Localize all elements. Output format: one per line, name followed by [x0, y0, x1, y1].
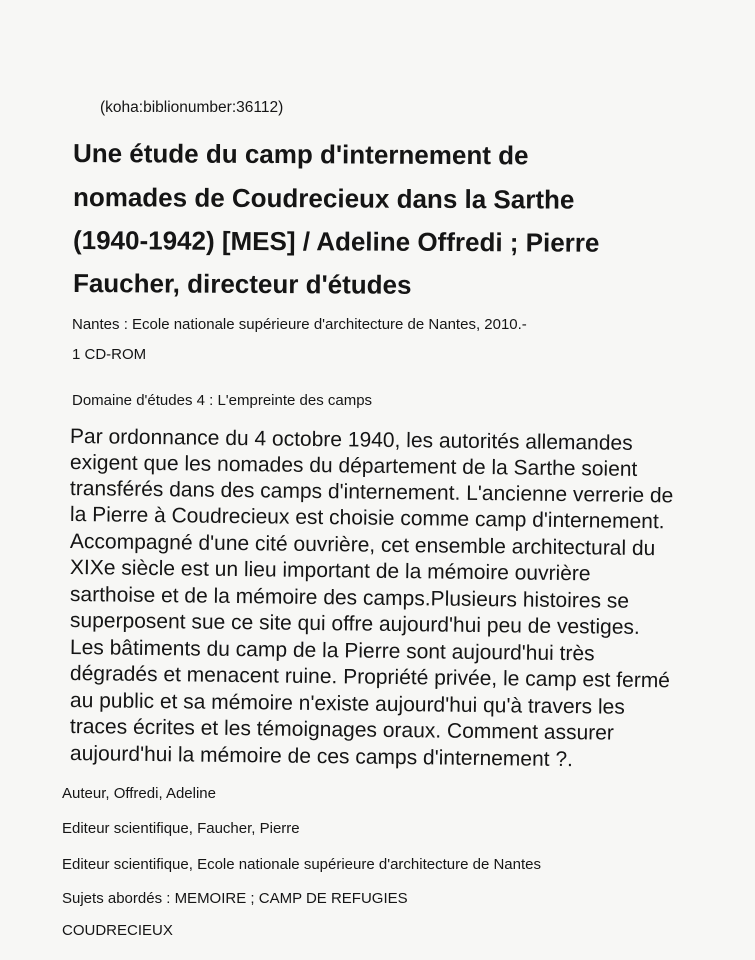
abstract-line: XIXe siècle est un lieu important de la mémoire ouvrière — [69, 556, 591, 586]
abstract-line: Par ordonnance du 4 octobre 1940, les autorités allemandes — [69, 425, 633, 455]
scientific-editor-2: Editeur scientifique, Ecole nationale supérieure d'architecture de Nantes — [62, 856, 541, 873]
abstract-line: au public et sa mémoire n'existe aujourd'hui qu'à travers les — [69, 689, 625, 719]
abstract-line: Accompagné d'une cité ouvrière, cet ensemble architectural du — [69, 530, 656, 561]
title-line-2: nomades de Coudrecieux dans la Sarthe — [72, 182, 575, 215]
title-line-3: (1940-1942) [MES] / Adeline Offredi ; Pierre — [72, 225, 600, 258]
publication: Nantes : Ecole nationale supérieure d'architecture de Nantes, 2010.- — [72, 316, 527, 333]
subjects: Sujets abordés : MEMOIRE ; CAMP DE REFUGIES — [62, 890, 408, 907]
author: Auteur, Offredi, Adeline — [62, 785, 216, 802]
abstract-line: dégradés et menacent ruine. Propriété privée, le camp est fermé — [69, 662, 671, 693]
biblionumber: (koha:biblionumber:36112) — [100, 99, 284, 116]
title-line-4: Faucher, directeur d'études — [72, 268, 412, 300]
scientific-editor-1: Editeur scientifique, Faucher, Pierre — [62, 820, 300, 837]
abstract-line: transférés dans des camps d'internement. L'ancienne verrerie de — [69, 477, 674, 508]
abstract-line: superposent sue ce site qui offre aujourd'hui peu de vestiges. — [69, 609, 640, 639]
format: 1 CD-ROM — [72, 346, 147, 363]
study-domain: Domaine d'études 4 : L'empreinte des camps — [72, 392, 373, 409]
abstract-line: aujourd'hui la mémoire de ces camps d'internement ?. — [69, 742, 574, 772]
place-subject: COUDRECIEUX — [62, 922, 173, 939]
abstract-line: exigent que les nomades du département de la Sarthe soient — [69, 451, 638, 481]
abstract-line: la Pierre à Coudrecieux est choisie comme camp d'internement. — [69, 503, 665, 534]
abstract-line: traces écrites et les témoignages oraux. Comment assurer — [69, 715, 615, 745]
abstract-line: sarthoise et de la mémoire des camps.Plusieurs histoires se — [69, 583, 630, 613]
title-line-1: Une étude du camp d'internement de — [72, 138, 529, 171]
abstract-line: Les bâtiments du camp de la Pierre sont aujourd'hui très — [69, 636, 595, 666]
